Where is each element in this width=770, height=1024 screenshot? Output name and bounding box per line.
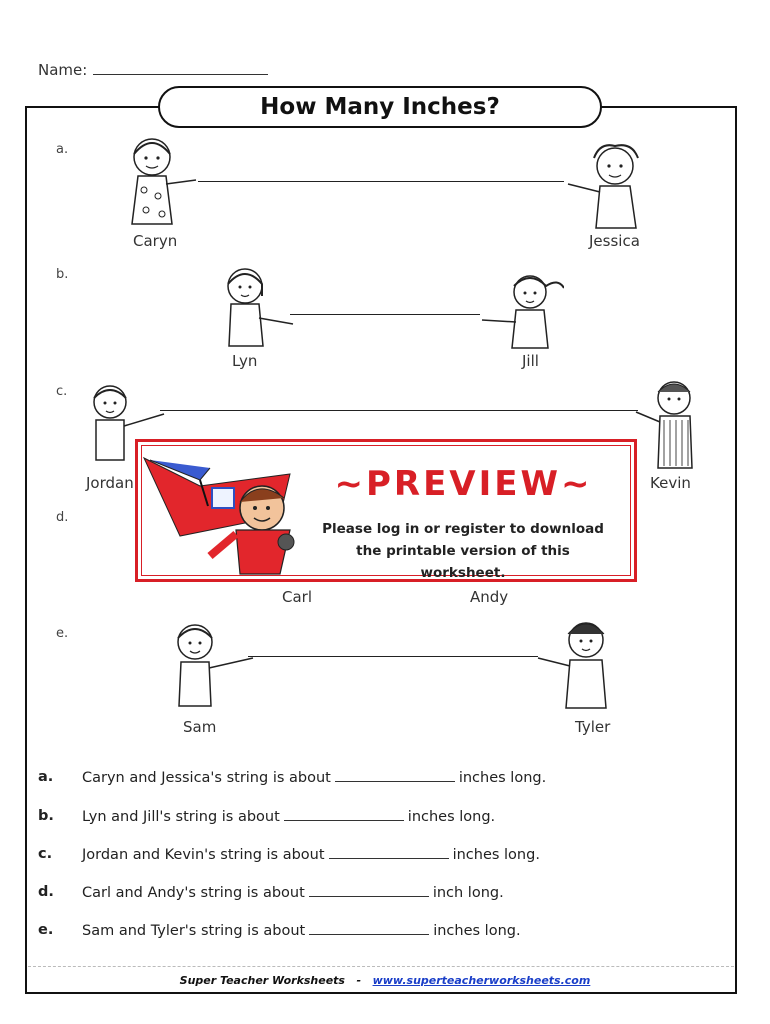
question-text: Sam and Tyler's string is about (82, 923, 306, 939)
question-label: c. (38, 846, 53, 862)
worksheet-title: How Many Inches? (158, 86, 602, 128)
footer (0, 974, 770, 987)
kid-name-sam: Sam (183, 718, 217, 736)
question-unit: inches long. (452, 847, 540, 863)
question-label: b. (38, 808, 54, 824)
row-letter-c: c. (56, 384, 68, 399)
preview-title: ~PREVIEW~ (334, 464, 593, 504)
row-letter-b: b. (56, 267, 69, 282)
answer-blank[interactable] (309, 922, 429, 935)
kid-kevin-illustration (630, 376, 700, 472)
kid-name-andy: Andy (470, 588, 509, 606)
row-letter-d: d. (56, 510, 69, 525)
string-c (160, 410, 638, 411)
question-unit: inches long. (407, 809, 496, 825)
kid-name-jessica: Jessica (589, 232, 640, 250)
answer-blank[interactable] (284, 808, 404, 821)
kid-name-kevin: Kevin (650, 474, 691, 492)
preview-message-line-1: Please log in or register to download (322, 521, 604, 537)
kid-name-jordan: Jordan (86, 474, 134, 492)
kid-name-jill: Jill (522, 352, 539, 370)
kid-lyn-illustration (215, 262, 305, 352)
kid-tyler-illustration (530, 616, 620, 712)
question-label: e. (38, 922, 54, 938)
superhero-mascot-icon (140, 446, 300, 580)
preview-message[interactable] (313, 518, 613, 584)
answer-blank[interactable] (309, 884, 429, 897)
kid-name-lyn: Lyn (232, 352, 258, 370)
preview-message-line-2: the printable version of this worksheet. (356, 543, 570, 581)
kid-name-caryn: Caryn (133, 232, 178, 250)
name-field[interactable] (38, 60, 268, 79)
question-text: Caryn and Jessica's string is about (82, 770, 331, 786)
question-unit: inches long. (458, 770, 547, 786)
kid-jill-illustration (474, 266, 564, 356)
name-blank[interactable] (93, 60, 268, 75)
question-text: Jordan and Kevin's string is about (82, 847, 325, 863)
kid-name-tyler: Tyler (575, 718, 611, 736)
kid-jessica-illustration (560, 138, 650, 233)
question-unit: inches long. (433, 923, 521, 939)
footer-divider (28, 966, 734, 967)
string-e (248, 656, 538, 657)
footer-link[interactable]: www.superteacherworksheets.com (372, 974, 591, 987)
row-letter-a: a. (56, 142, 69, 157)
question-label: d. (38, 884, 54, 900)
string-a (198, 181, 564, 182)
kid-caryn-illustration (122, 132, 202, 232)
question-unit: inch long. (432, 885, 504, 901)
row-letter-e: e. (56, 626, 69, 641)
preview-title-text: PREVIEW (365, 464, 562, 504)
string-b (290, 314, 480, 315)
footer-separator: - (356, 974, 362, 987)
name-label: Name: (38, 61, 88, 79)
kid-sam-illustration (165, 620, 260, 712)
answer-blank[interactable] (335, 769, 455, 782)
question-text: Lyn and Jill's string is about (82, 809, 280, 825)
question-label: a. (38, 769, 54, 785)
footer-brand: Super Teacher Worksheets (179, 974, 345, 987)
question-text: Carl and Andy's string is about (82, 885, 305, 901)
answer-blank[interactable] (329, 846, 449, 859)
preview-overlay[interactable] (135, 439, 637, 582)
kid-name-carl: Carl (282, 588, 312, 606)
